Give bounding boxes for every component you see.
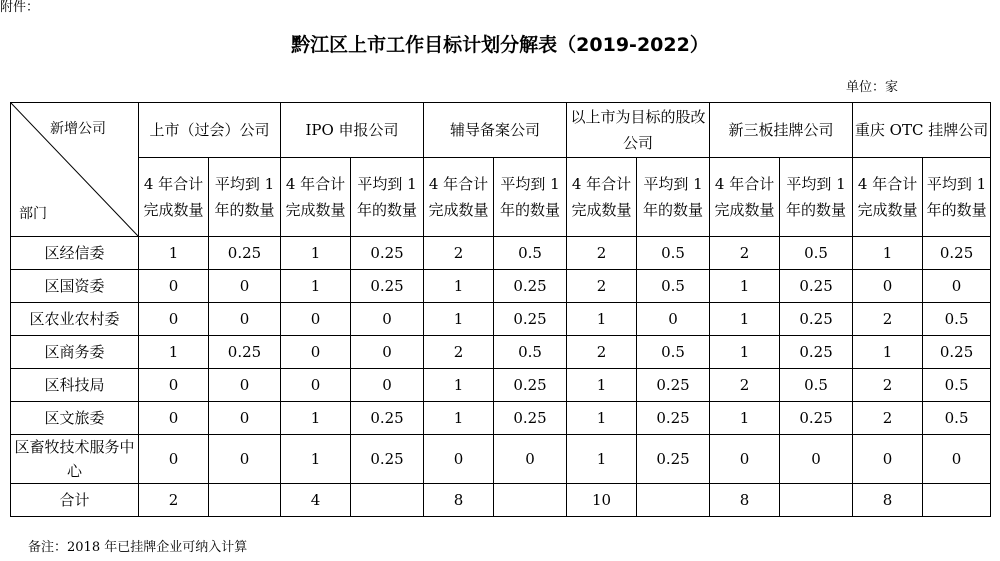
subheader-avg: 平均到 1 年的数量 bbox=[209, 158, 281, 237]
table-row bbox=[11, 369, 991, 402]
annual-avg-cell bbox=[923, 484, 991, 517]
total-count-cell: 4 bbox=[281, 484, 351, 517]
annual-avg-cell: 0 bbox=[209, 303, 281, 336]
annual-avg-cell: 0.25 bbox=[780, 303, 853, 336]
annual-avg-cell: 0.5 bbox=[780, 237, 853, 270]
subheader-total: 4 年合计完成数量 bbox=[424, 158, 494, 237]
corner-label-company: 新增公司 bbox=[50, 121, 106, 137]
annual-avg-cell: 0.25 bbox=[351, 435, 424, 484]
total-count-cell: 0 bbox=[139, 435, 209, 484]
total-count-cell: 0 bbox=[424, 435, 494, 484]
annual-avg-cell: 0.25 bbox=[494, 369, 567, 402]
subheader-total: 4 年合计完成数量 bbox=[853, 158, 923, 237]
total-count-cell: 2 bbox=[567, 237, 637, 270]
subheader-total: 4 年合计完成数量 bbox=[710, 158, 780, 237]
total-count-cell: 1 bbox=[424, 303, 494, 336]
subheader-avg: 平均到 1 年的数量 bbox=[494, 158, 567, 237]
table-row bbox=[11, 237, 991, 270]
total-count-cell: 8 bbox=[853, 484, 923, 517]
total-count-cell: 1 bbox=[139, 336, 209, 369]
dept-cell: 区农业农村委 bbox=[11, 303, 139, 336]
total-count-cell: 1 bbox=[853, 336, 923, 369]
annual-avg-cell: 0 bbox=[351, 369, 424, 402]
total-count-cell: 2 bbox=[424, 237, 494, 270]
annual-avg-cell: 0 bbox=[351, 336, 424, 369]
unit-label: 单位：家 bbox=[846, 80, 899, 95]
total-count-cell: 10 bbox=[567, 484, 637, 517]
corner-label-dept: 部门 bbox=[19, 206, 47, 222]
annual-avg-cell: 0.5 bbox=[637, 270, 710, 303]
header-row-groups bbox=[11, 103, 991, 158]
annual-avg-cell: 0 bbox=[780, 435, 853, 484]
annual-avg-cell: 0.25 bbox=[494, 270, 567, 303]
attachment-label: 附件： bbox=[0, 0, 40, 15]
footnote: 备注：2018 年已挂牌企业可纳入计算 bbox=[28, 540, 248, 555]
table-row bbox=[11, 270, 991, 303]
dept-cell: 区国资委 bbox=[11, 270, 139, 303]
annual-avg-cell: 0.5 bbox=[780, 369, 853, 402]
total-count-cell: 1 bbox=[567, 369, 637, 402]
total-count-cell: 8 bbox=[424, 484, 494, 517]
target-plan-table bbox=[10, 102, 991, 517]
annual-avg-cell: 0.25 bbox=[923, 237, 991, 270]
annual-avg-cell: 0.25 bbox=[637, 435, 710, 484]
header-row-subcolumns bbox=[11, 158, 991, 237]
group-header: 以上市为目标的股改公司 bbox=[567, 103, 710, 158]
annual-avg-cell: 0.25 bbox=[780, 270, 853, 303]
subheader-total: 4 年合计完成数量 bbox=[139, 158, 209, 237]
total-count-cell: 0 bbox=[139, 402, 209, 435]
total-count-cell: 1 bbox=[139, 237, 209, 270]
table-row bbox=[11, 303, 991, 336]
total-count-cell: 1 bbox=[853, 237, 923, 270]
total-count-cell: 0 bbox=[853, 270, 923, 303]
total-count-cell: 1 bbox=[567, 435, 637, 484]
annual-avg-cell: 0.25 bbox=[780, 402, 853, 435]
total-count-cell: 1 bbox=[710, 336, 780, 369]
total-count-cell: 0 bbox=[281, 369, 351, 402]
total-count-cell: 2 bbox=[710, 237, 780, 270]
annual-avg-cell: 0.25 bbox=[494, 402, 567, 435]
total-count-cell: 1 bbox=[424, 270, 494, 303]
total-count-cell: 2 bbox=[424, 336, 494, 369]
total-count-cell: 0 bbox=[139, 369, 209, 402]
annual-avg-cell: 0 bbox=[923, 270, 991, 303]
annual-avg-cell: 0.25 bbox=[637, 402, 710, 435]
annual-avg-cell bbox=[209, 484, 281, 517]
total-count-cell: 2 bbox=[567, 336, 637, 369]
group-header: 上市（过会）公司 bbox=[139, 103, 281, 158]
annual-avg-cell: 0.5 bbox=[637, 237, 710, 270]
annual-avg-cell: 0 bbox=[209, 270, 281, 303]
subheader-avg: 平均到 1 年的数量 bbox=[780, 158, 853, 237]
subheader-avg: 平均到 1 年的数量 bbox=[351, 158, 424, 237]
total-count-cell: 1 bbox=[567, 303, 637, 336]
total-count-cell: 0 bbox=[281, 336, 351, 369]
annual-avg-cell: 0.25 bbox=[209, 336, 281, 369]
annual-avg-cell bbox=[637, 484, 710, 517]
table-row bbox=[11, 336, 991, 369]
annual-avg-cell: 0 bbox=[637, 303, 710, 336]
total-count-cell: 1 bbox=[424, 369, 494, 402]
annual-avg-cell: 0 bbox=[209, 435, 281, 484]
subheader-avg: 平均到 1 年的数量 bbox=[923, 158, 991, 237]
subheader-total: 4 年合计完成数量 bbox=[567, 158, 637, 237]
total-count-cell: 1 bbox=[710, 402, 780, 435]
group-header: 新三板挂牌公司 bbox=[710, 103, 853, 158]
total-count-cell: 1 bbox=[424, 402, 494, 435]
annual-avg-cell: 0.25 bbox=[209, 237, 281, 270]
total-count-cell: 2 bbox=[710, 369, 780, 402]
dept-cell: 区文旅委 bbox=[11, 402, 139, 435]
annual-avg-cell bbox=[780, 484, 853, 517]
dept-cell: 区畜牧技术服务中心 bbox=[11, 435, 139, 484]
annual-avg-cell: 0.25 bbox=[351, 402, 424, 435]
annual-avg-cell: 0.25 bbox=[923, 336, 991, 369]
total-count-cell: 1 bbox=[281, 402, 351, 435]
dept-cell: 区商务委 bbox=[11, 336, 139, 369]
annual-avg-cell: 0 bbox=[209, 402, 281, 435]
total-count-cell: 0 bbox=[139, 270, 209, 303]
total-count-cell: 0 bbox=[853, 435, 923, 484]
total-count-cell: 1 bbox=[281, 435, 351, 484]
subheader-total: 4 年合计完成数量 bbox=[281, 158, 351, 237]
total-count-cell: 0 bbox=[139, 303, 209, 336]
total-count-cell: 2 bbox=[853, 303, 923, 336]
annual-avg-cell: 0.25 bbox=[351, 270, 424, 303]
subheader-avg: 平均到 1 年的数量 bbox=[637, 158, 710, 237]
annual-avg-cell: 0.25 bbox=[780, 336, 853, 369]
annual-avg-cell: 0.5 bbox=[923, 402, 991, 435]
group-header: 重庆 OTC 挂牌公司 bbox=[853, 103, 991, 158]
total-count-cell: 0 bbox=[281, 303, 351, 336]
total-count-cell: 2 bbox=[853, 369, 923, 402]
annual-avg-cell: 0 bbox=[209, 369, 281, 402]
total-count-cell: 0 bbox=[710, 435, 780, 484]
annual-avg-cell bbox=[351, 484, 424, 517]
dept-cell: 区科技局 bbox=[11, 369, 139, 402]
annual-avg-cell: 0.25 bbox=[494, 303, 567, 336]
dept-cell: 区经信委 bbox=[11, 237, 139, 270]
total-count-cell: 2 bbox=[853, 402, 923, 435]
annual-avg-cell: 0.5 bbox=[923, 369, 991, 402]
total-count-cell: 1 bbox=[710, 303, 780, 336]
page-title: 黔江区上市工作目标计划分解表（2019-2022） bbox=[291, 34, 709, 56]
annual-avg-cell: 0 bbox=[351, 303, 424, 336]
total-count-cell: 1 bbox=[710, 270, 780, 303]
total-count-cell: 2 bbox=[139, 484, 209, 517]
corner-header-cell bbox=[11, 103, 139, 237]
annual-avg-cell: 0.5 bbox=[494, 237, 567, 270]
total-count-cell: 8 bbox=[710, 484, 780, 517]
annual-avg-cell: 0.5 bbox=[637, 336, 710, 369]
table-row bbox=[11, 435, 991, 484]
total-count-cell: 2 bbox=[567, 270, 637, 303]
annual-avg-cell: 0.25 bbox=[351, 237, 424, 270]
annual-avg-cell: 0.25 bbox=[637, 369, 710, 402]
annual-avg-cell bbox=[494, 484, 567, 517]
group-header: IPO 申报公司 bbox=[281, 103, 424, 158]
total-count-cell: 1 bbox=[567, 402, 637, 435]
total-row bbox=[11, 484, 991, 517]
annual-avg-cell: 0.5 bbox=[494, 336, 567, 369]
table-row bbox=[11, 402, 991, 435]
annual-avg-cell: 0 bbox=[494, 435, 567, 484]
total-count-cell: 1 bbox=[281, 237, 351, 270]
annual-avg-cell: 0.5 bbox=[923, 303, 991, 336]
annual-avg-cell: 0 bbox=[923, 435, 991, 484]
total-count-cell: 1 bbox=[281, 270, 351, 303]
dept-cell: 合计 bbox=[11, 484, 139, 517]
group-header: 辅导备案公司 bbox=[424, 103, 567, 158]
